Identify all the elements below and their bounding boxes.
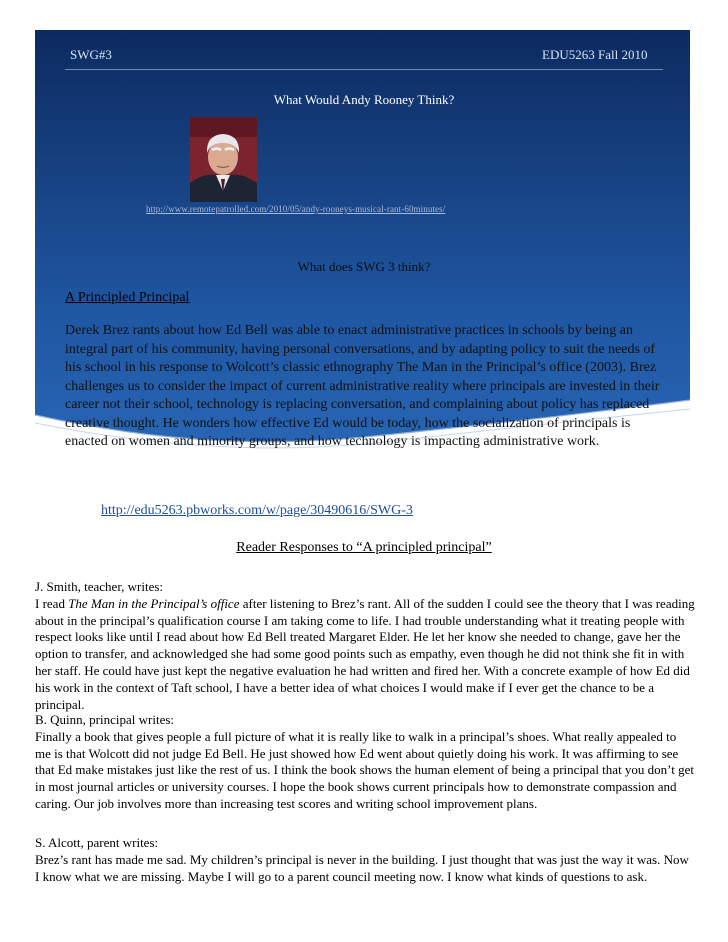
response-quinn — [35, 712, 695, 813]
response-author: B. Quinn, principal writes: — [35, 712, 175, 727]
header-divider — [65, 69, 663, 70]
subtitle: What does SWG 3 think? — [297, 259, 431, 274]
summary-paragraph: Derek Brez rants about how Ed Bell was able to enact administrative practices in schools by being an integral part of his community, having personal conversations, and by adapting policy to suit the needs of his school in his response to Wolcott’s classic ethnography The Man in the Principal’s office (2003). Brez challenges us to consider the impact of current administrative reality where principals are invested in their career not their school, technology is replacing conversation, and complaining about policy has replaced creative thought. He wonders how effective Ed would be today, how the socialization of principals is enacted on women and minority groups, and how technology is impacting administrative work. — [65, 323, 660, 449]
source-link[interactable]: http://www.remotepatrolled.com/2010/05/andy-rooneys-musical-rant-60minutes/ — [146, 204, 446, 214]
portrait-photo — [190, 117, 257, 202]
response-text: Finally a book that gives people a full picture of what it is really like to walk in a principal’s shoes. What really appealed to me is that Wolcott did not judge Ed Bell. He just showed how Ed went about quietly doing his work. It was affirming to see that Ed make mistakes just like the rest of us. I think the book shows the human element of being a principal that you don’t get in most journal articles or university courses. I hope the book shows current principals how to demonstrate compassion and caring. Our job involves more than increasing test scores and writing school improvement plans. — [35, 728, 695, 811]
page-title: What Would Andy Rooney Think? — [273, 92, 455, 107]
wiki-link[interactable]: http://edu5263.pbworks.com/w/page/30490616/SWG-3 — [101, 503, 413, 518]
response-text: after listening to Brez’s rant. All of the sudden I could see the theory that I was reading about in the principal’s qualification course I am taking come to life. I had trouble understanding what it treating people with respect looks like until I read about how Ed Bell treated Margaret Elder. He let her know she needed to change, gave her the option to transfer, and acknowledged she had some good points such as empathy, even though he did not think she fit in with her staff. He could have just kept the negative evaluation he had written and fired her. With a concrete example of how Ed did his work in the context of Taft school, I have a better idea of what choices I would make if I ever get the chance to be a principal. — [35, 595, 695, 712]
section-heading: A Principled Principal — [65, 290, 190, 305]
response-alcott — [35, 835, 695, 885]
responses-heading: Reader Responses to “A principled principal” — [236, 540, 492, 555]
book-title: The Man in the Principal’s office — [68, 595, 240, 611]
response-text: Brez’s rant has made me sad. My children’s principal is never in the building. I just thought that was just the way it was. Now I know what we are missing. Maybe I will go to a parent council meeting now. I know what kinds of questions to ask. — [35, 851, 689, 884]
response-lead: I read — [35, 595, 69, 611]
header-right-label: EDU5263 Fall 2010 — [542, 47, 648, 62]
response-author: S. Alcott, parent writes: — [35, 835, 159, 850]
header-left-label: SWG#3 — [70, 47, 112, 62]
response-author: J. Smith, teacher, writes: — [35, 579, 164, 594]
response-smith — [35, 579, 695, 713]
